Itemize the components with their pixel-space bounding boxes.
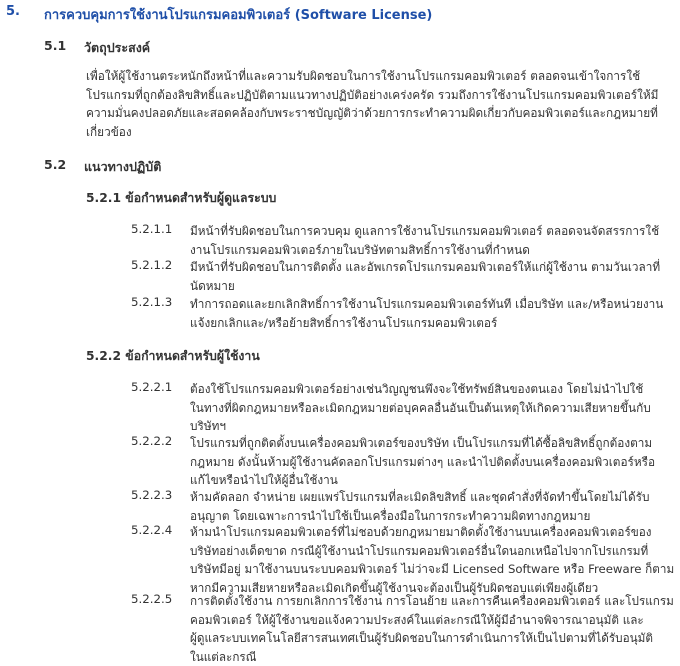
item-line: ในแต่ละกรณี xyxy=(190,648,674,666)
item-line: มีหน้าที่รับผิดชอบในการติดตั้ง และอัพเกรดโปรแกรมคอมพิวเตอร์ให้แก่ผู้ใช้งาน ตามวันเวลาที่ xyxy=(190,258,660,277)
item-line: ห้ามนำโปรแกรมคอมพิวเตอร์ที่ไม่ชอบด้วยกฎหมายมาติดตั้งใช้งานบนเครื่องคอมพิวเตอร์ของ xyxy=(190,523,674,542)
subsection-5-2-number: 5.2 xyxy=(44,157,66,172)
item-line: แก้ไขหรือนำไปให้ผู้อื่นใช้งาน xyxy=(190,471,655,490)
section-number: 5. xyxy=(6,4,20,19)
item-number: 5.2.2.5 xyxy=(131,592,172,606)
item-text xyxy=(190,258,660,295)
paragraph-line: ความมั่นคงปลอดภัยและสอดคล้องกับพระราชบัญญัติว่าด้วยการกระทำความผิดเกี่ยวกับคอมพิวเตอร์และกฎหมายที่ xyxy=(86,104,658,123)
item-line: โปรแกรมที่ถูกติดตั้งบนเครื่องคอมพิวเตอร์ของบริษัท เป็นโปรแกรมที่ได้ซื้อลิขสิทธิ์ถูกต้องตาม xyxy=(190,434,655,453)
paragraph-line: เกี่ยวข้อง xyxy=(86,123,658,142)
item-line: การติดตั้งใช้งาน การยกเลิกการใช้งาน การโอนย้าย และการคืนเครื่องคอมพิวเตอร์ และโปรแกรม xyxy=(190,592,674,611)
item-line: งานโปรแกรมคอมพิวเตอร์ภายในบริษัทตามสิทธิ์การใช้งานที่กำหนด xyxy=(190,241,659,260)
subsection-5-2-title: แนวทางปฏิบัติ xyxy=(84,157,161,177)
item-number: 5.2.2.3 xyxy=(131,488,172,502)
item-line: ต้องใช้โปรแกรมคอมพิวเตอร์อย่างเช่นวิญญูชนพึงจะใช้ทรัพย์สินของตนเอง โดยไม่นำไปใช้ xyxy=(190,380,651,399)
subsection-5-1-title: วัตถุประสงค์ xyxy=(84,38,150,58)
item-number: 5.2.2.4 xyxy=(131,523,172,537)
item-line: ผู้ดูแลระบบเทคโนโลยีสารสนเทศเป็นผู้รับผิดชอบในการดำเนินการให้เป็นไปตามที่ได้รับอนุมัติ xyxy=(190,629,674,648)
item-text xyxy=(190,592,678,666)
item-text xyxy=(190,488,649,525)
item-text xyxy=(190,523,678,597)
item-line: ในทางที่ผิดกฎหมายหรือละเมิดกฎหมายต่อบุคคลอื่นอันเป็นต้นเหตุให้เกิดความเสียหายขึ้นกับ xyxy=(190,399,651,418)
item-line: บริษัทฯ xyxy=(190,417,651,436)
item-line: บริษัทอย่างเด็ดขาด กรณีผู้ใช้งานนำโปรแกรมคอมพิวเตอร์อื่นใดนอกเหนือไปจากโปรแกรมที่ xyxy=(190,542,674,561)
item-line: คอมพิวเตอร์ ให้ผู้ใช้งานขอแจ้งความประสงค์ในแต่ละกรณีให้ผู้มีอำนาจพิจารณาอนุมัติ และ xyxy=(190,611,674,630)
item-line: กฎหมาย ดังนั้นห้ามผู้ใช้งานคัดลอกโปรแกรมต่างๆ และนำไปติดตั้งบนเครื่องคอมพิวเตอร์หรือ xyxy=(190,453,655,472)
heading-5-2-1: 5.2.1 ข้อกำหนดสำหรับผู้ดูแลระบบ xyxy=(86,189,276,208)
item-text xyxy=(190,380,651,436)
item-number: 5.2.1.1 xyxy=(131,222,172,236)
section-title: การควบคุมการใช้งานโปรแกรมคอมพิวเตอร์ (Software License) xyxy=(44,4,432,25)
item-line: ห้ามคัดลอก จำหน่าย เผยแพร่โปรแกรมที่ละเมิดลิขสิทธิ์ และชุดคำสั่งที่จัดทำขึ้นโดยไม่ได้รับ xyxy=(190,488,649,507)
heading-5-2-2: 5.2.2 ข้อกำหนดสำหรับผู้ใช้งาน xyxy=(86,347,260,366)
paragraph-line: เพื่อให้ผู้ใช้งานตระหนักถึงหน้าที่และความรับผิดชอบในการใช้งานโปรแกรมคอมพิวเตอร์ ตลอดจนเข้าใจการใช้ xyxy=(86,67,658,86)
item-number: 5.2.1.2 xyxy=(131,258,172,272)
item-number: 5.2.2.1 xyxy=(131,380,172,394)
item-text xyxy=(190,222,659,259)
item-text xyxy=(190,295,663,332)
item-line: นัดหมาย xyxy=(190,277,660,296)
item-number: 5.2.1.3 xyxy=(131,295,172,309)
item-line: ทำการถอดและยกเลิกสิทธิ์การใช้งานโปรแกรมคอมพิวเตอร์ทันที เมื่อบริษัท และ/หรือหน่วยงาน xyxy=(190,295,663,314)
paragraph-line: โปรแกรมที่ถูกต้องลิขสิทธิ์และปฏิบัติตามแนวทางปฏิบัติอย่างเคร่งครัด รวมถึงการใช้งานโปรแกรมคอมพิวเตอร์ให้มี xyxy=(86,86,658,105)
item-line: บริษัทมีอยู่ มาใช้งานบนระบบคอมพิวเตอร์ ไม่ว่าจะมี Licensed Software หรือ Freeware ก็ตาม xyxy=(190,560,674,579)
item-line: แจ้งยกเลิกและ/หรือย้ายสิทธิ์การใช้งานโปรแกรมคอมพิวเตอร์ xyxy=(190,314,663,333)
subsection-5-1-number: 5.1 xyxy=(44,38,66,53)
objective-paragraph xyxy=(86,67,658,141)
item-number: 5.2.2.2 xyxy=(131,434,172,448)
item-line: อนุญาต โดยเฉพาะการนำไปใช้เป็นเครื่องมือในการกระทำความผิดทางกฎหมาย xyxy=(190,507,649,526)
item-line: มีหน้าที่รับผิดชอบในการควบคุม ดูแลการใช้งานโปรแกรมคอมพิวเตอร์ ตลอดจนจัดสรรการใช้ xyxy=(190,222,659,241)
item-line: หากมีความเสียหายหรือละเมิดเกิดขึ้นผู้ใช้งานจะต้องเป็นผู้รับผิดชอบแต่เพียงผู้เดียว xyxy=(190,579,674,598)
item-text xyxy=(190,434,655,490)
